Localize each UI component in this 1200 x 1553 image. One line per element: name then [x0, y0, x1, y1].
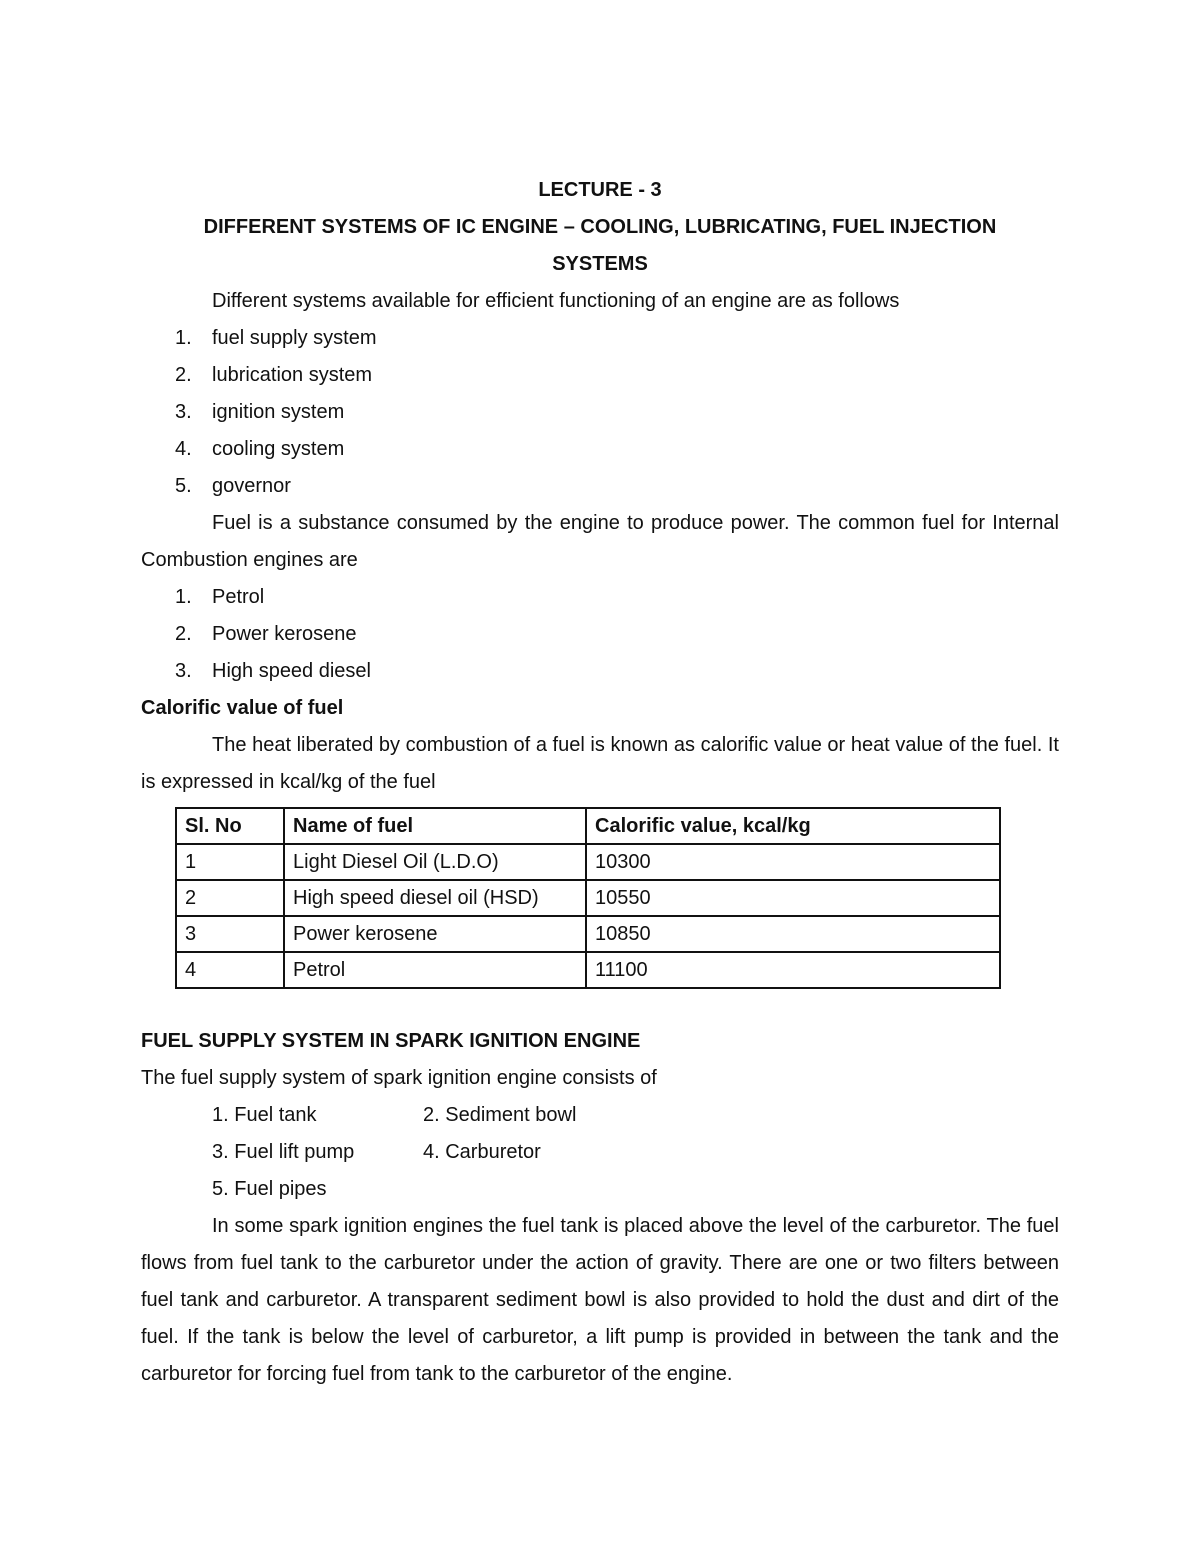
header-sl-no: Sl. No: [176, 808, 284, 844]
list-item: 3. Fuel lift pump 4. Carburetor: [212, 1141, 541, 1163]
cell-calorific-value: 10850: [586, 916, 1000, 952]
cell-fuel-name: Petrol: [284, 952, 586, 988]
list-item: 5. governor: [175, 475, 291, 497]
table-row: [176, 952, 1000, 988]
header-fuel-name: Name of fuel: [284, 808, 586, 844]
list-item: 4. cooling system: [175, 438, 345, 460]
cell-calorific-value: 10550: [586, 880, 1000, 916]
si-intro: The fuel supply system of spark ignition engine consists of: [141, 1067, 657, 1089]
list-item: 5. Fuel pipes: [212, 1178, 327, 1200]
fuel-paragraph: Fuel is a substance consumed by the engine to produce power. The common fuel for Internal Combustion engines are: [141, 512, 1059, 571]
list-item: 2. Power kerosene: [175, 623, 357, 645]
calorific-table: [175, 807, 1001, 989]
cell-calorific-value: 10300: [586, 844, 1000, 880]
header-calorific-value: Calorific value, kcal/kg: [586, 808, 1000, 844]
list-item: 2. lubrication system: [175, 364, 373, 386]
title-line-1: DIFFERENT SYSTEMS OF IC ENGINE – COOLING, LUBRICATING, FUEL INJECTION: [203, 216, 997, 238]
list-item: 1. Fuel tank 2. Sediment bowl: [212, 1104, 577, 1126]
fuels-list: [141, 579, 1059, 690]
cell-sl-no: 3: [176, 916, 284, 952]
table-row: [176, 880, 1000, 916]
calorific-paragraph: The heat liberated by combustion of a fuel is known as calorific value or heat value of the fuel. It is expressed in kcal/kg of the fuel: [141, 734, 1059, 793]
components-list: [212, 1097, 1059, 1208]
lecture-number: LECTURE - 3: [538, 179, 662, 201]
table-row: [176, 916, 1000, 952]
si-heading: FUEL SUPPLY SYSTEM IN SPARK IGNITION ENGINE: [141, 1030, 641, 1052]
cell-fuel-name: Light Diesel Oil (L.D.O): [284, 844, 586, 880]
table-row: [176, 844, 1000, 880]
cell-fuel-name: High speed diesel oil (HSD): [284, 880, 586, 916]
calorific-heading: Calorific value of fuel: [141, 697, 344, 719]
cell-sl-no: 1: [176, 844, 284, 880]
spacer: [141, 989, 1059, 1023]
intro-paragraph: Different systems available for efficient functioning of an engine are as follows: [212, 290, 900, 312]
cell-calorific-value: 11100: [586, 952, 1000, 988]
list-item: 3. High speed diesel: [175, 660, 371, 682]
cell-sl-no: 4: [176, 952, 284, 988]
table-header-row: [176, 808, 1000, 844]
systems-list: [141, 320, 1059, 505]
list-item: 1. fuel supply system: [175, 327, 377, 349]
cell-sl-no: 2: [176, 880, 284, 916]
list-item: 3. ignition system: [175, 401, 345, 423]
cell-fuel-name: Power kerosene: [284, 916, 586, 952]
final-paragraph: In some spark ignition engines the fuel tank is placed above the level of the carburetor. The fuel flows from fuel tank to the carburetor under the action of gravity. There are one or two filters between fuel tank and carburetor. A transparent sediment bowl is also provided to hold the dust and dirt of the fuel. If the tank is below the level of carburetor, a lift pump is provided in between the tank and the carburetor for forcing fuel from tank to the carburetor of the engine.: [141, 1215, 1059, 1385]
list-item: 1. Petrol: [175, 586, 265, 608]
title-line-2: SYSTEMS: [552, 253, 648, 275]
